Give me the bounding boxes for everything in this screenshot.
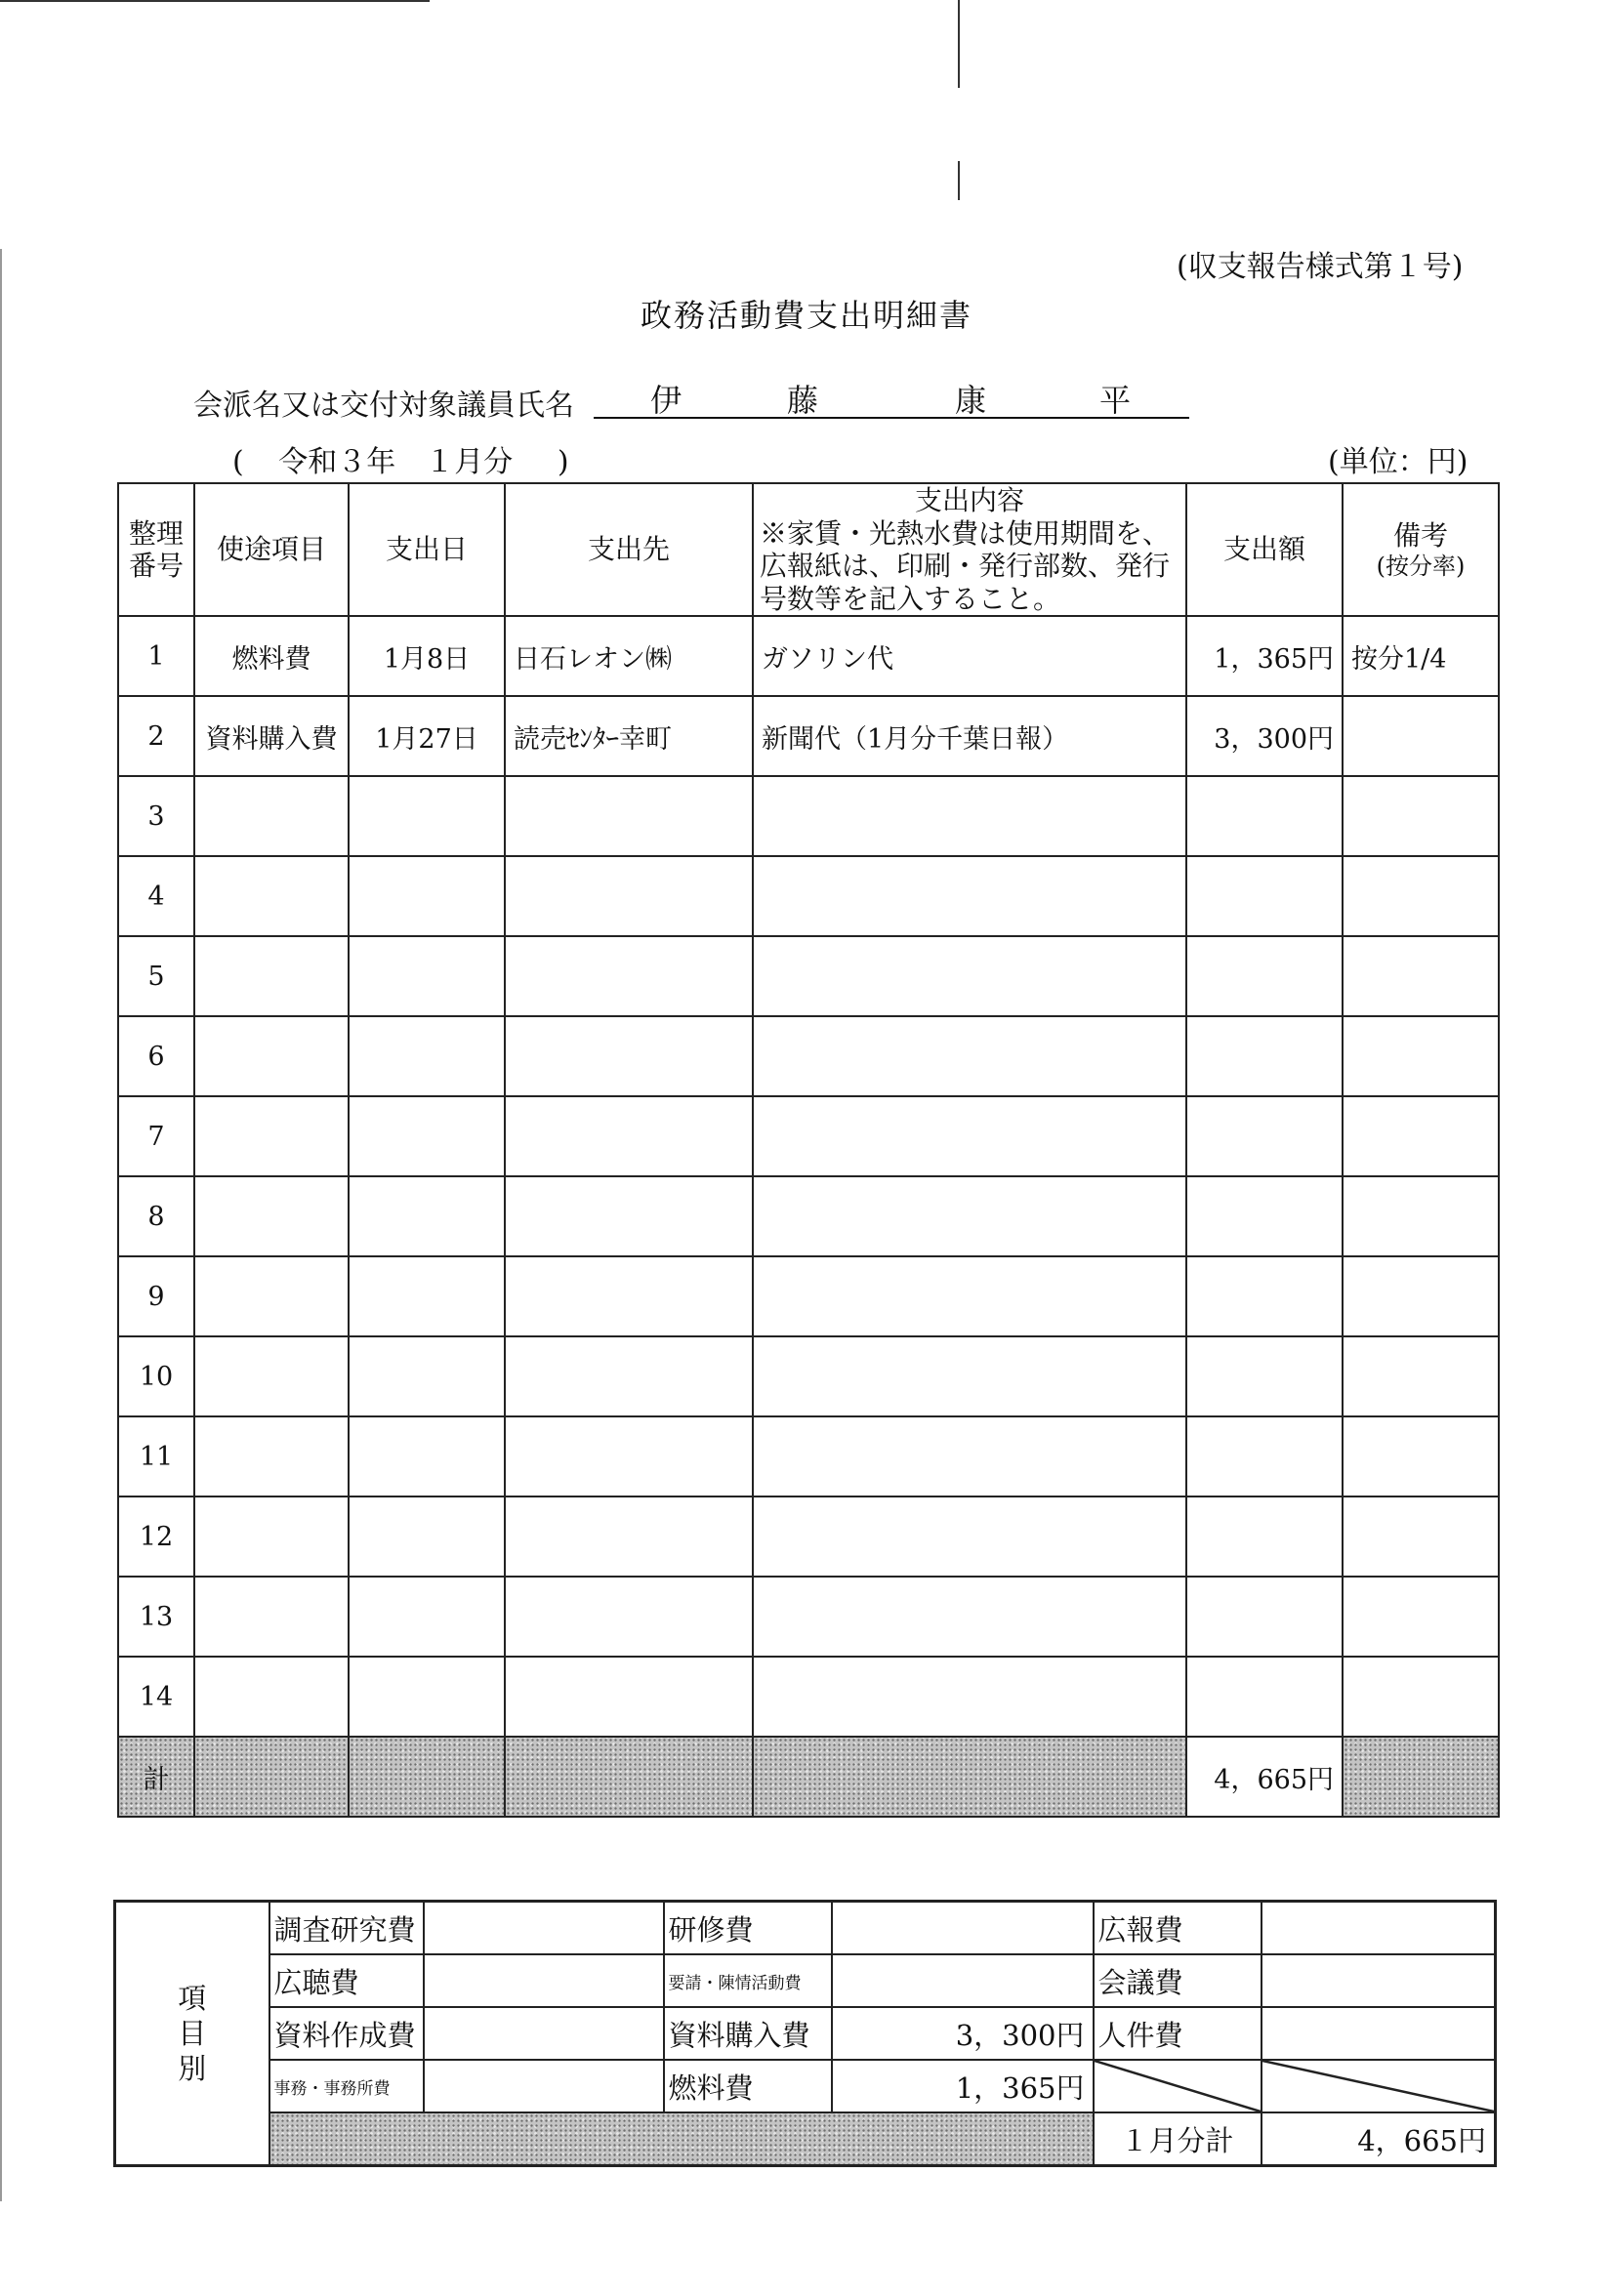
date-cell: [349, 856, 505, 936]
amount-cell: [1186, 1496, 1343, 1577]
row-number: 5: [118, 936, 194, 1016]
fuel-label: 燃料費: [664, 2060, 832, 2112]
period-open-paren: (: [232, 445, 244, 479]
category-cell: [194, 1016, 349, 1096]
row-number: 14: [118, 1657, 194, 1737]
fold-mark: [958, 161, 960, 200]
content-cell: [753, 1096, 1186, 1176]
diagonal-empty-cell: [1261, 2060, 1496, 2112]
unit-label: (単位：円): [1328, 445, 1468, 479]
payee-cell: [505, 1336, 753, 1416]
shaded-cell: [194, 1737, 349, 1817]
content-cell: [753, 1016, 1186, 1096]
row-number: 1: [118, 616, 194, 696]
shaded-cell: [349, 1737, 505, 1817]
materials-value: [424, 2007, 664, 2060]
remarks-cell: 按分1/4: [1343, 616, 1499, 696]
remarks-cell: [1343, 776, 1499, 856]
category-cell: [194, 1176, 349, 1256]
date-cell: [349, 1577, 505, 1657]
date-cell: [349, 1496, 505, 1577]
payee-cell: [505, 936, 753, 1016]
amount-cell: [1186, 856, 1343, 936]
month-total-label: １月分計: [1094, 2112, 1261, 2166]
summary-row: [115, 1902, 1496, 1955]
summary-label-char: 項: [178, 1981, 207, 2015]
table-row: [118, 1016, 1499, 1096]
date-cell: 1月27日: [349, 696, 505, 776]
office-value: [424, 2060, 664, 2112]
amount-cell: [1186, 776, 1343, 856]
meeting-label: 会議費: [1094, 1954, 1261, 2007]
payee-cell: [505, 1577, 753, 1657]
summary-row: [115, 2060, 1496, 2112]
table-row: [118, 1577, 1499, 1657]
member-name-char: 伊: [650, 382, 682, 419]
content-cell: [753, 936, 1186, 1016]
payee-cell: [505, 1016, 753, 1096]
header-date: 支出日: [349, 483, 505, 616]
amount-cell: [1186, 1256, 1343, 1336]
summary-section-label: [115, 1902, 269, 2166]
date-cell: [349, 1657, 505, 1737]
payee-cell: [505, 1256, 753, 1336]
content-cell: [753, 776, 1186, 856]
training-label: 研修費: [664, 1902, 832, 1955]
expense-table: [117, 482, 1500, 1818]
row-number: 9: [118, 1256, 194, 1336]
member-name-char: 平: [1099, 382, 1132, 419]
table-row: [118, 856, 1499, 936]
payee-cell: 日石レオン㈱: [505, 616, 753, 696]
category-cell: [194, 1577, 349, 1657]
publicity-value: [1261, 1902, 1496, 1955]
payee-cell: [505, 856, 753, 936]
shaded-cell: [753, 1737, 1186, 1817]
table-row: [118, 696, 1499, 776]
category-cell: [194, 1256, 349, 1336]
header-amount: 支出額: [1186, 483, 1343, 616]
row-number: 12: [118, 1496, 194, 1577]
date-cell: [349, 1256, 505, 1336]
summary-row: [115, 2007, 1496, 2060]
payee-cell: [505, 1096, 753, 1176]
payee-cell: [505, 1416, 753, 1496]
amount-cell: 1，365円: [1186, 616, 1343, 696]
header-remarks: [1343, 483, 1499, 616]
amount-cell: [1186, 1577, 1343, 1657]
category-cell: [194, 936, 349, 1016]
month-total-value: 4，665円: [1261, 2112, 1496, 2166]
summary-label-char: 別: [178, 2052, 207, 2086]
category-cell: [194, 1496, 349, 1577]
amount-cell: [1186, 936, 1343, 1016]
total-label: 計: [118, 1737, 194, 1817]
shaded-cell: [505, 1737, 753, 1817]
scan-margin-line: [0, 249, 2, 2201]
table-row: [118, 1256, 1499, 1336]
table-row: [118, 1176, 1499, 1256]
research-value: [424, 1902, 664, 1955]
fold-mark: [958, 0, 960, 88]
form-number: (収支報告様式第１号): [1177, 250, 1464, 284]
diagonal-empty-cell: [1094, 2060, 1261, 2112]
header-content-note: ※家賃・光熱水費は使用期間を、広報紙は、印刷・発行部数、発行号数等を記入すること。: [760, 516, 1171, 615]
header-content-title: 支出内容: [914, 484, 1024, 516]
amount-cell: [1186, 1416, 1343, 1496]
category-summary-table: [113, 1900, 1497, 2167]
period-close-paren: ): [557, 445, 569, 479]
remarks-cell: [1343, 1096, 1499, 1176]
header-remarks-line1: 備考: [1392, 518, 1448, 552]
table-row: [118, 1096, 1499, 1176]
materials-label: 資料作成費: [269, 2007, 424, 2060]
row-number: 3: [118, 776, 194, 856]
date-cell: [349, 1336, 505, 1416]
table-row: [118, 1496, 1499, 1577]
member-label: 会派名又は交付対象議員氏名: [193, 389, 574, 423]
remarks-cell: [1343, 1416, 1499, 1496]
row-number: 4: [118, 856, 194, 936]
table-row: [118, 616, 1499, 696]
report-period: [232, 437, 569, 480]
row-number: 13: [118, 1577, 194, 1657]
document-title: 政務活動費支出明細書: [640, 297, 972, 334]
content-cell: [753, 1416, 1186, 1496]
content-cell: [753, 856, 1186, 936]
table-row: [118, 1416, 1499, 1496]
content-cell: [753, 1336, 1186, 1416]
table-row: [118, 936, 1499, 1016]
amount-cell: [1186, 1657, 1343, 1737]
row-number: 8: [118, 1176, 194, 1256]
scan-margin-line: [0, 0, 430, 2]
content-cell: 新聞代（1月分千葉日報）: [753, 696, 1186, 776]
amount-cell: 3，300円: [1186, 696, 1343, 776]
remarks-cell: [1343, 1176, 1499, 1256]
publicity-label: 広報費: [1094, 1902, 1261, 1955]
header-content: [753, 483, 1186, 616]
total-amount: 4，665円: [1186, 1737, 1343, 1817]
personnel-value: [1261, 2007, 1496, 2060]
category-cell: [194, 776, 349, 856]
amount-cell: [1186, 1176, 1343, 1256]
shaded-cell: [269, 2112, 1094, 2166]
row-number: 7: [118, 1096, 194, 1176]
category-cell: [194, 1096, 349, 1176]
date-cell: [349, 1016, 505, 1096]
office-label: 事務・事務所費: [269, 2060, 424, 2112]
row-number: 10: [118, 1336, 194, 1416]
research-label: 調査研究費: [269, 1902, 424, 1955]
training-value: [832, 1902, 1094, 1955]
category-cell: 燃料費: [194, 616, 349, 696]
header-number-line2: 番号: [128, 550, 184, 583]
meeting-value: [1261, 1954, 1496, 2007]
hearing-label: 広聴費: [269, 1954, 424, 2007]
remarks-cell: [1343, 936, 1499, 1016]
remarks-cell: [1343, 696, 1499, 776]
category-cell: [194, 1657, 349, 1737]
remarks-cell: [1343, 1336, 1499, 1416]
summary-total-row: [115, 2112, 1496, 2166]
petition-value: [832, 1954, 1094, 2007]
petition-label: 要請・陳情活動費: [664, 1954, 832, 2007]
header-payee: 支出先: [505, 483, 753, 616]
payee-cell: [505, 1496, 753, 1577]
member-name-char: 藤: [787, 382, 819, 419]
shaded-cell: [1343, 1737, 1499, 1817]
member-name: [594, 376, 1189, 419]
category-cell: [194, 1336, 349, 1416]
table-row: [118, 1657, 1499, 1737]
amount-cell: [1186, 1096, 1343, 1176]
total-row: [118, 1737, 1499, 1817]
hearing-value: [424, 1954, 664, 2007]
summary-row: [115, 1954, 1496, 2007]
date-cell: [349, 1176, 505, 1256]
date-cell: 1月8日: [349, 616, 505, 696]
category-cell: 資料購入費: [194, 696, 349, 776]
amount-cell: [1186, 1336, 1343, 1416]
header-number: [118, 483, 194, 616]
header-category: 使途項目: [194, 483, 349, 616]
date-cell: [349, 936, 505, 1016]
content-cell: [753, 1577, 1186, 1657]
date-cell: [349, 1096, 505, 1176]
table-header-row: [118, 483, 1499, 616]
content-cell: [753, 1496, 1186, 1577]
category-cell: [194, 856, 349, 936]
payee-cell: [505, 1657, 753, 1737]
summary-label-char: 目: [178, 2016, 207, 2050]
row-number: 6: [118, 1016, 194, 1096]
table-row: [118, 776, 1499, 856]
content-cell: [753, 1657, 1186, 1737]
amount-cell: [1186, 1016, 1343, 1096]
member-name-char: 康: [955, 382, 987, 419]
date-cell: [349, 1416, 505, 1496]
row-number: 11: [118, 1416, 194, 1496]
content-cell: ガソリン代: [753, 616, 1186, 696]
remarks-cell: [1343, 1657, 1499, 1737]
row-number: 2: [118, 696, 194, 776]
purchase-value: 3，300円: [832, 2007, 1094, 2060]
remarks-cell: [1343, 1496, 1499, 1577]
fuel-value: 1，365円: [832, 2060, 1094, 2112]
payee-cell: 読売ｾﾝﾀｰ幸町: [505, 696, 753, 776]
remarks-cell: [1343, 856, 1499, 936]
purchase-label: 資料購入費: [664, 2007, 832, 2060]
header-remarks-line2: (按分率): [1376, 552, 1466, 580]
remarks-cell: [1343, 1016, 1499, 1096]
remarks-cell: [1343, 1577, 1499, 1657]
content-cell: [753, 1256, 1186, 1336]
header-number-line1: 整理: [128, 516, 184, 550]
period-text: 令和３年 １月分: [278, 445, 514, 479]
payee-cell: [505, 776, 753, 856]
payee-cell: [505, 1176, 753, 1256]
table-row: [118, 1336, 1499, 1416]
date-cell: [349, 776, 505, 856]
remarks-cell: [1343, 1256, 1499, 1336]
category-cell: [194, 1416, 349, 1496]
content-cell: [753, 1176, 1186, 1256]
personnel-label: 人件費: [1094, 2007, 1261, 2060]
